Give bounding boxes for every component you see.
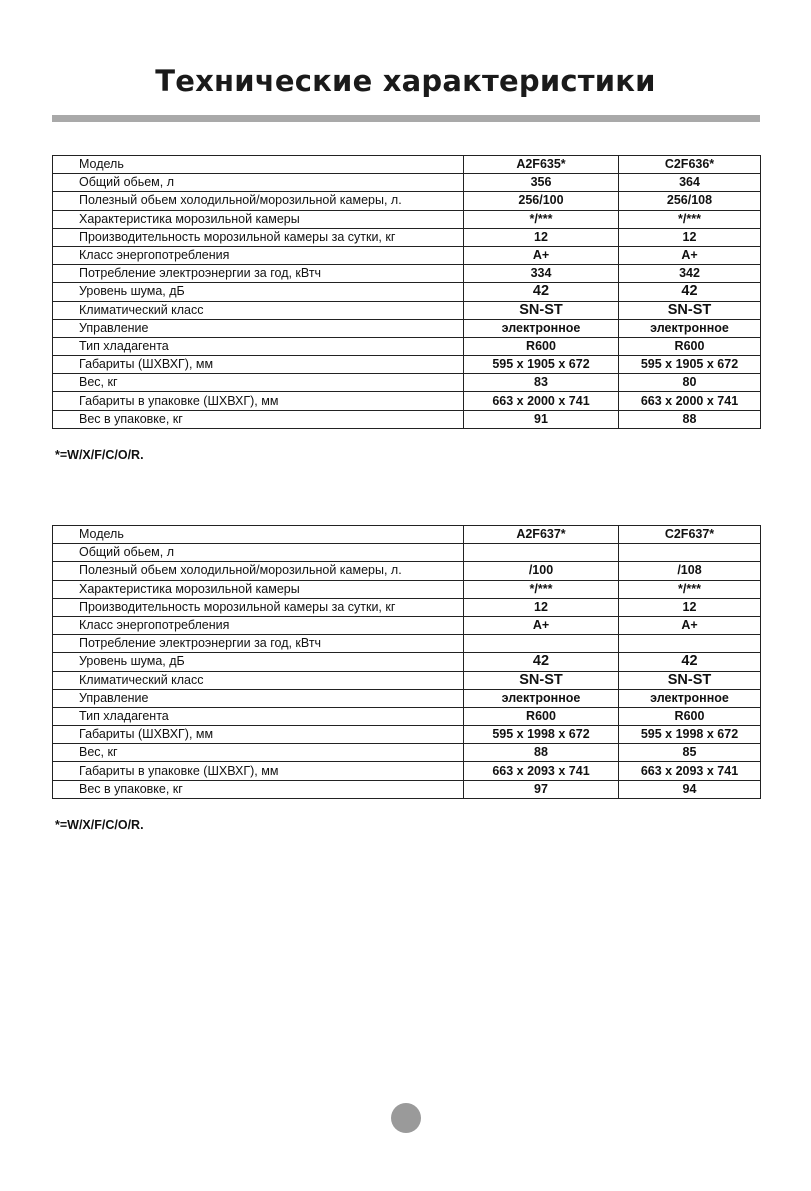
parameter-cell: Габариты в упаковке (ШХВХГ), мм [53,392,464,410]
table-row [53,544,761,562]
table-row [53,671,761,689]
page-number-marker [391,1103,421,1133]
spec-table-2 [52,525,761,799]
value-cell: */*** [464,580,619,598]
table-row [53,635,761,653]
spec-table-1 [52,155,761,429]
value-cell: 12 [619,228,761,246]
parameter-cell: Управление [53,319,464,337]
table-row [53,780,761,798]
parameter-cell: Габариты в упаковке (ШХВХГ), мм [53,762,464,780]
value-cell: */*** [619,580,761,598]
value-cell: 12 [464,228,619,246]
value-cell: 80 [619,374,761,392]
value-cell: 94 [619,780,761,798]
table-row [53,562,761,580]
value-cell: R600 [619,337,761,355]
parameter-cell: Вес в упаковке, кг [53,780,464,798]
parameter-cell: Общий обьем, л [53,544,464,562]
value-cell: SN-ST [464,671,619,689]
value-cell [464,635,619,653]
table-row [53,580,761,598]
table-row [53,726,761,744]
value-cell: 256/108 [619,192,761,210]
value-cell: /100 [464,562,619,580]
value-cell: 663 x 2000 x 741 [619,392,761,410]
value-cell: 595 x 1905 x 672 [464,356,619,374]
value-cell: 42 [464,653,619,671]
value-cell: электронное [619,319,761,337]
table-row [53,337,761,355]
parameter-cell: Тип хладагента [53,337,464,355]
model-header-cell: A2F635* [464,156,619,174]
value-cell: 663 x 2093 x 741 [464,762,619,780]
value-cell: 88 [464,744,619,762]
value-cell: 595 x 1998 x 672 [619,726,761,744]
value-cell: A+ [464,246,619,264]
table-row [53,265,761,283]
parameter-cell: Климатический класс [53,671,464,689]
header-label-cell: Модель [53,526,464,544]
table-row [53,210,761,228]
table-row [53,374,761,392]
page-title: Технические характеристики [155,64,656,98]
parameter-cell: Класс энергопотребления [53,616,464,634]
table-row [53,228,761,246]
table-header-row [53,526,761,544]
value-cell: A+ [619,246,761,264]
parameter-cell: Уровень шума, дБ [53,283,464,301]
table-row [53,246,761,264]
parameter-cell: Класс энергопотребления [53,246,464,264]
value-cell: 595 x 1905 x 672 [619,356,761,374]
table-row [53,392,761,410]
value-cell [619,635,761,653]
parameter-cell: Вес, кг [53,374,464,392]
value-cell: R600 [464,337,619,355]
table-row [53,410,761,428]
table-row [53,744,761,762]
parameter-cell: Характеристика морозильной камеры [53,210,464,228]
parameter-cell: Вес, кг [53,744,464,762]
value-cell: A+ [464,616,619,634]
value-cell: /108 [619,562,761,580]
value-cell: 97 [464,780,619,798]
value-cell [464,544,619,562]
parameter-cell: Общий обьем, л [53,174,464,192]
parameter-cell: Полезный обьем холодильной/морозильной камеры, л. [53,562,464,580]
value-cell: */*** [464,210,619,228]
header-label-cell: Модель [53,156,464,174]
parameter-cell: Габариты (ШХВХГ), мм [53,356,464,374]
parameter-cell: Характеристика морозильной камеры [53,580,464,598]
value-cell: 88 [619,410,761,428]
parameter-cell: Полезный обьем холодильной/морозильной камеры, л. [53,192,464,210]
value-cell: 256/100 [464,192,619,210]
model-header-cell: C2F637* [619,526,761,544]
value-cell: A+ [619,616,761,634]
value-cell [619,544,761,562]
value-cell: 356 [464,174,619,192]
value-cell: 595 x 1998 x 672 [464,726,619,744]
value-cell: 83 [464,374,619,392]
table-row [53,689,761,707]
parameter-cell: Тип хладагента [53,707,464,725]
parameter-cell: Уровень шума, дБ [53,653,464,671]
value-cell: 334 [464,265,619,283]
table-row [53,356,761,374]
value-cell: 342 [619,265,761,283]
footnote-2: *=W/X/F/C/O/R. [55,818,144,832]
table-row [53,616,761,634]
table-row [53,283,761,301]
table-row [53,174,761,192]
value-cell: 12 [619,598,761,616]
value-cell: электронное [464,319,619,337]
value-cell: 364 [619,174,761,192]
value-cell: SN-ST [619,301,761,319]
table-row [53,192,761,210]
value-cell: 91 [464,410,619,428]
table-row [53,301,761,319]
table-row [53,707,761,725]
table-row [53,598,761,616]
parameter-cell: Габариты (ШХВХГ), мм [53,726,464,744]
value-cell: SN-ST [619,671,761,689]
parameter-cell: Производительность морозильной камеры за сутки, кг [53,228,464,246]
value-cell: R600 [619,707,761,725]
value-cell: 663 x 2093 x 741 [619,762,761,780]
table-row [53,762,761,780]
parameter-cell: Климатический класс [53,301,464,319]
parameter-cell: Управление [53,689,464,707]
value-cell: */*** [619,210,761,228]
value-cell: 663 x 2000 x 741 [464,392,619,410]
value-cell: 42 [619,653,761,671]
table-header-row [53,156,761,174]
title-underline [52,115,760,122]
model-header-cell: A2F637* [464,526,619,544]
value-cell: электронное [464,689,619,707]
table-row [53,653,761,671]
value-cell: SN-ST [464,301,619,319]
footnote-1: *=W/X/F/C/O/R. [55,448,144,462]
parameter-cell: Потребление электроэнергии за год, кВтч [53,265,464,283]
table-row [53,319,761,337]
value-cell: R600 [464,707,619,725]
value-cell: 12 [464,598,619,616]
value-cell: 85 [619,744,761,762]
parameter-cell: Потребление электроэнергии за год, кВтч [53,635,464,653]
parameter-cell: Производительность морозильной камеры за сутки, кг [53,598,464,616]
value-cell: 42 [619,283,761,301]
model-header-cell: C2F636* [619,156,761,174]
parameter-cell: Вес в упаковке, кг [53,410,464,428]
value-cell: 42 [464,283,619,301]
value-cell: электронное [619,689,761,707]
